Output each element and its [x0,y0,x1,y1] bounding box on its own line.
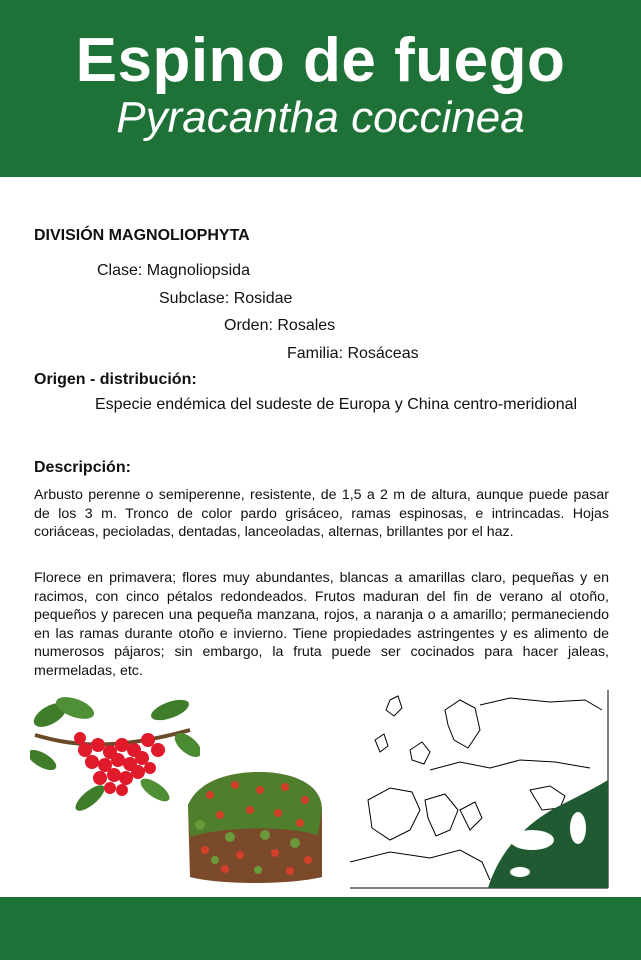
berry-branch-illustration [30,690,200,815]
shrub-illustration [180,765,330,890]
distribution-map [350,690,609,890]
page-title: Espino de fuego [75,26,566,95]
descripcion-paragraph-2: Florece en primavera; flores muy abundantes, blancas a amarillas claro, pequeñas y en racimos, con cinco pétalos redondeados. Frutos maduran del fin de verano al otoño, pequeños y parecen una pequeña manzana, rojos, a naranja o a amarillo; permaneciendo en las ramas durante otoño e invierno. Tiene propiedades astringentes y es alimento de numerosos pájaros; sin embargo, la fruta puede ser cocinados para hacer jaleas, mermeladas, etc. [34,570,609,679]
subclase-label: Subclase: Rosidae [159,290,293,307]
scientific-name: Pyracantha coccinea [116,93,525,142]
division-label: DIVISIÓN MAGNOLIOPHYTA [34,227,250,244]
descripcion-paragraph-1: Arbusto perenne o semiperenne, resistente, de 1,5 a 2 m de altura, aunque puede pasar de los 3 m. Tronco de color pardo grisáceo, ramas espinosas, e intrincadas. Hojas coriáceas, pecioladas, dentadas, lanceoladas, alternas, brillantes por el haz. [34,487,609,541]
orden-label: Orden: Rosales [224,317,336,334]
header-banner [0,0,641,177]
clase-label: Clase: Magnoliopsida [97,262,250,279]
origen-text: Especie endémica del sudeste de Europa y China centro-meridional [95,396,578,413]
descripcion-title: Descripción: [34,459,131,476]
origen-title: Origen - distribución: [34,371,197,388]
footer-banner [0,897,641,960]
familia-label: Familia: Rosáceas [287,345,419,362]
